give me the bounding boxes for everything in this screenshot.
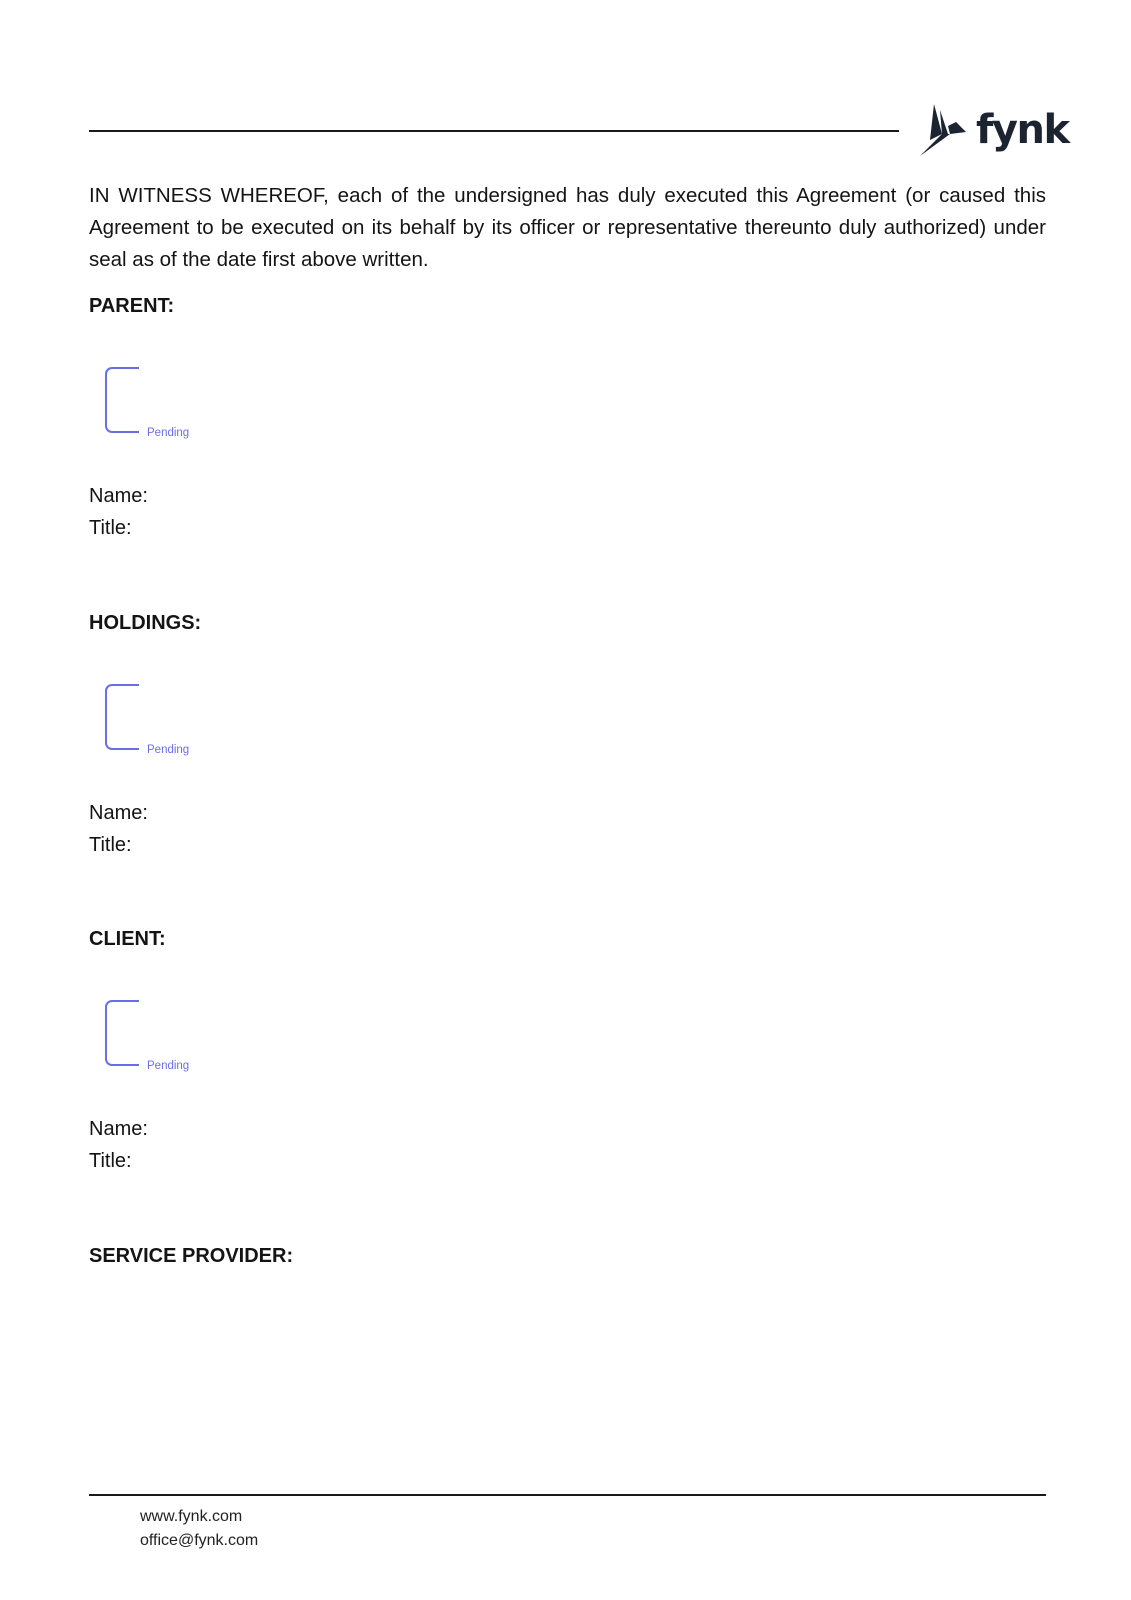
footer-website[interactable]: www.fynk.com	[140, 1508, 243, 1525]
header-rule	[89, 130, 899, 132]
signature-status: Pending	[147, 427, 190, 439]
party-title: CLIENT:	[89, 928, 166, 950]
signature-bracket-icon	[105, 684, 139, 750]
brand-logo	[920, 104, 1069, 156]
footer	[140, 1505, 258, 1553]
party-title: PARENT:	[89, 295, 175, 317]
signature-field[interactable]	[105, 1000, 235, 1070]
signature-field[interactable]	[105, 367, 235, 437]
origami-bird-icon	[920, 104, 966, 156]
signature-bracket-icon	[105, 367, 139, 433]
party-title: HOLDINGS:	[89, 612, 202, 634]
signature-status: Pending	[147, 1060, 190, 1072]
signature-block-client	[89, 928, 689, 1172]
signature-block-holdings	[89, 612, 689, 856]
signature-block-parent	[89, 295, 689, 539]
signature-block-service-provider	[89, 1245, 689, 1268]
name-label: Name:	[89, 485, 148, 507]
footer-email[interactable]: office@fynk.com	[140, 1532, 259, 1549]
footer-rule	[89, 1494, 1046, 1496]
title-label: Title:	[89, 517, 132, 539]
title-label: Title:	[89, 1150, 132, 1172]
title-label: Title:	[89, 834, 132, 856]
brand-name: fynk	[976, 107, 1069, 153]
name-label: Name:	[89, 802, 148, 824]
witness-clause: IN WITNESS WHEREOF, each of the undersigned has duly executed this Agreement (or caused this Agreement to be executed on its behalf by its officer or representative thereunto duly authorized) under seal as of the date first above written.	[89, 184, 1046, 271]
signature-bracket-icon	[105, 1000, 139, 1066]
party-title: SERVICE PROVIDER:	[89, 1245, 294, 1267]
signature-status: Pending	[147, 744, 190, 756]
signature-field[interactable]	[105, 684, 235, 754]
name-label: Name:	[89, 1118, 148, 1140]
